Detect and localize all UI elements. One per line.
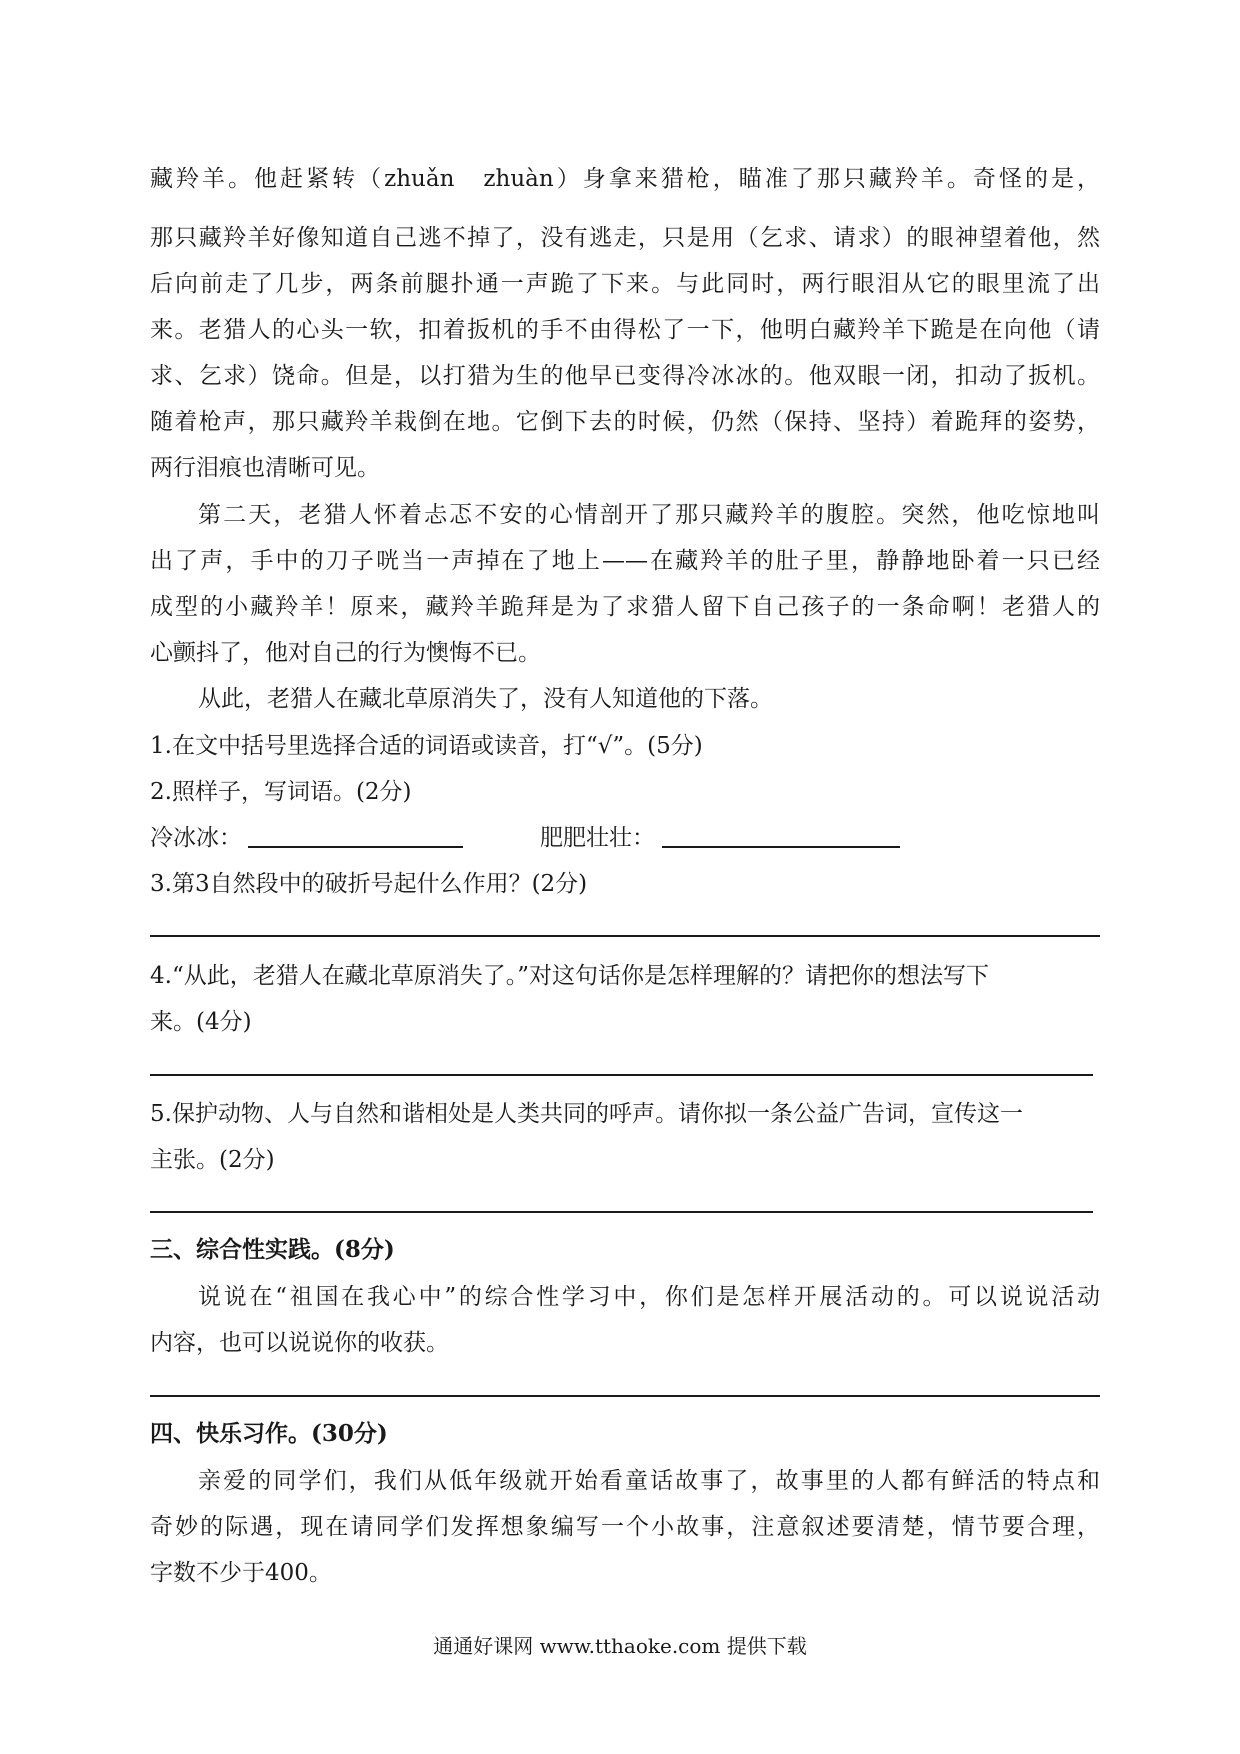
question-1: 1.在文中括号里选择合适的词语或读音，打“√”。(5分) [150, 733, 703, 759]
passage-line: 求、乞求）饶命。但是，以打猎为生的他早已变得冷冰冰的。他双眼一闭，扣动了扳机。 [150, 363, 1100, 389]
passage-line: 成型的小藏羚羊！原来，藏羚羊跪拜是为了求猎人留下自己孩子的一条命啊！老猎人的 [150, 594, 1100, 620]
passage-line: 从此，老猎人在藏北草原消失了，没有人知道他的下落。 [198, 686, 773, 712]
passage-line: 后向前走了几步，两条前腿扑通一声跪了下来。与此同时，两行眼泪从它的眼里流了出 [150, 271, 1100, 297]
q2-answer-blank-1[interactable] [248, 846, 463, 848]
passage-line: 出了声，手中的刀子咣当一声掉在了地上——在藏羚羊的肚子里，静静地卧着一只已经 [150, 548, 1100, 574]
question-5-line-1: 5.保护动物、人与自然和谐相处是人类共同的呼声。请你拟一条公益广告词，宣传这一 [150, 1101, 1023, 1127]
q2-answer-blank-2[interactable] [662, 846, 900, 848]
passage-line: 心颤抖了，他对自己的行为懊悔不已。 [150, 640, 541, 666]
question-5-line-2: 主张。(2分) [150, 1147, 275, 1173]
passage-line: 来。老猎人的心头一软，扣着扳机的手不由得松了一下，他明白藏羚羊下跪是在向他（请 [150, 317, 1100, 343]
passage-line: 第二天，老猎人怀着忐忑不安的心情剖开了那只藏羚羊的腹腔。突然，他吃惊地叫 [198, 502, 1100, 528]
section-4-line: 亲爱的同学们，我们从低年级就开始看童话故事了，故事里的人都有鲜活的特点和 [198, 1468, 1100, 1494]
question-2: 2.照样子，写词语。(2分) [150, 779, 412, 805]
q4-answer-line[interactable] [150, 1074, 1093, 1076]
section-3-line: 内容，也可以说说你的收获。 [150, 1330, 449, 1356]
section-4-heading: 四、快乐习作。(30分) [150, 1420, 388, 1447]
page-footer: 通通好课网 www.tthaoke.com 提供下载 [433, 1634, 807, 1658]
section-4-line: 奇妙的际遇，现在请同学们发挥想象编写一个小故事，注意叙述要清楚，情节要合理， [150, 1514, 1100, 1540]
passage-line: 那只藏羚羊好像知道自己逃不掉了，没有逃走，只是用（乞求、请求）的眼神望着他，然 [150, 225, 1100, 251]
section-4-line: 字数不少于400。 [150, 1560, 332, 1586]
section-3-answer-line[interactable] [150, 1395, 1100, 1397]
question-3: 3.第3自然段中的破折号起什么作用？(2分) [150, 871, 588, 897]
q3-answer-line[interactable] [150, 935, 1100, 937]
section-3-heading: 三、综合性实践。(8分) [150, 1236, 395, 1263]
passage-line: 两行泪痕也清晰可见。 [150, 455, 380, 481]
passage-line: 随着枪声，那只藏羚羊栽倒在地。它倒下去的时候，仍然（保持、坚持）着跪拜的姿势， [150, 409, 1100, 435]
q2-example-2-label: 肥肥壮壮： [540, 825, 655, 851]
passage-line: 藏羚羊。他赶紧转（zhuǎn zhuàn）身拿来猎枪，瞄准了那只藏羚羊。奇怪的是， [150, 166, 1100, 192]
section-3-line: 说说在“祖国在我心中”的综合性学习中，你们是怎样开展活动的。可以说说活动 [198, 1284, 1100, 1310]
question-4-line-1: 4.“从此，老猎人在藏北草原消失了。”对这句话你是怎样理解的？请把你的想法写下 [150, 963, 989, 989]
question-4-line-2: 来。(4分) [150, 1009, 252, 1035]
q2-example-1-label: 冷冰冰： [150, 825, 242, 851]
q5-answer-line[interactable] [150, 1211, 1093, 1213]
